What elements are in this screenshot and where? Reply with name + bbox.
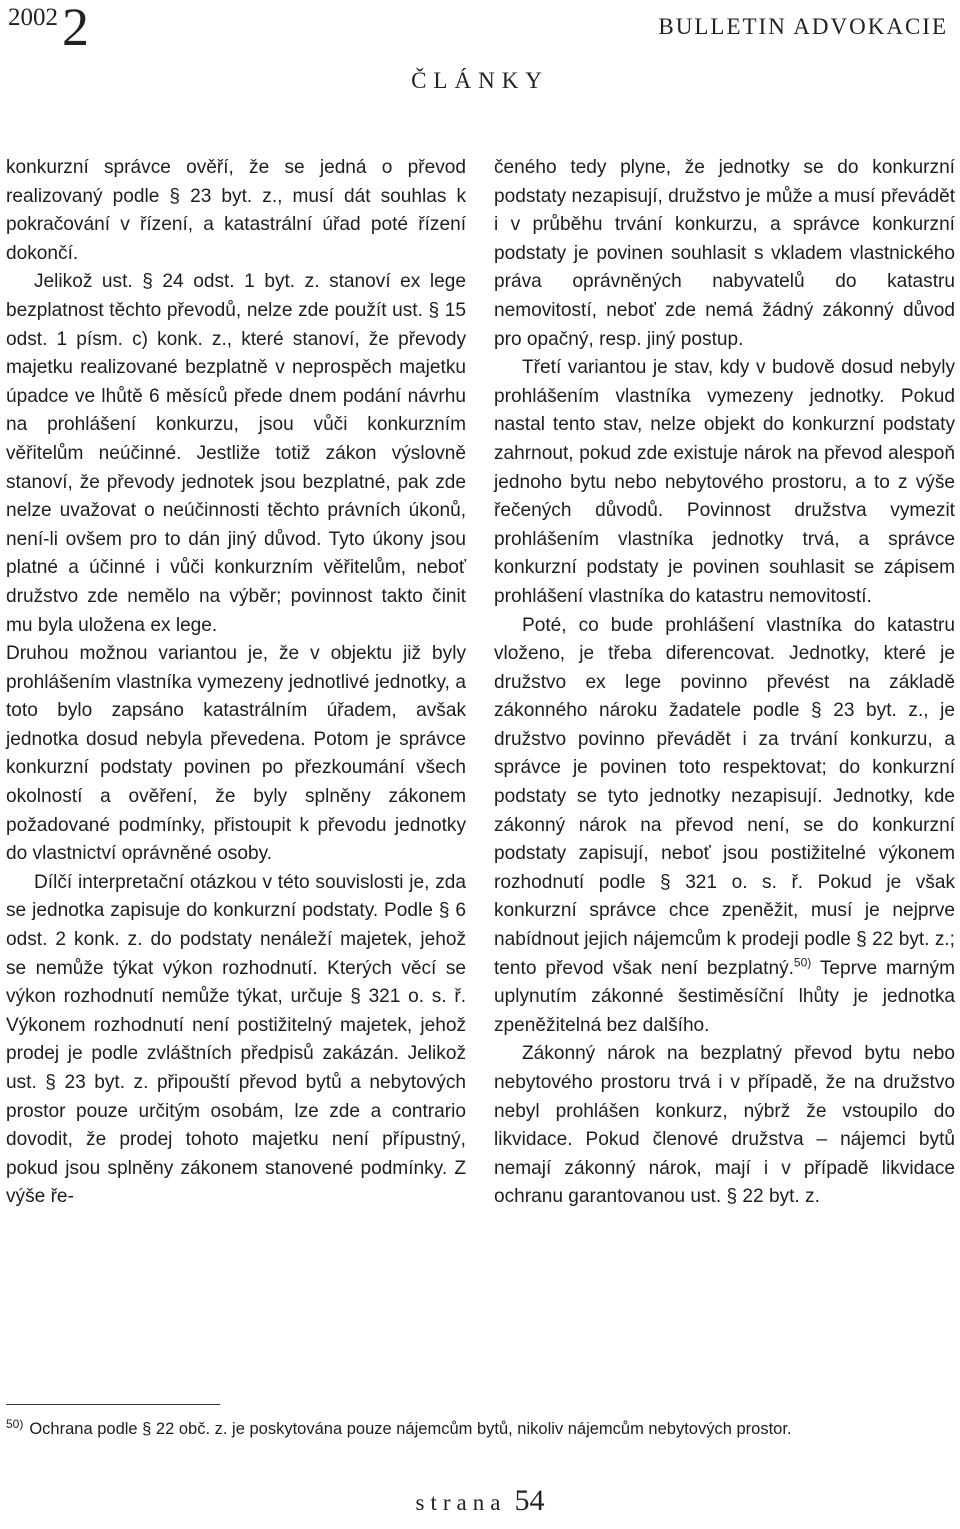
right-paragraph-2: Třetí variantou je stav, kdy v budově dosud nebyly prohlášením vlastníka vymezeny jednotky. Pokud nastal tento stav, nelze objekt do konkurzní podstaty zahrnout, pokud zde existuje nárok na převod alespoň jednoho bytu nebo nebytového prostoru, a to z výše řečených důvodů. Povinnost družstva vymezit prohlášením vlastníka jednotky trvá, a správce konkurzní podstaty je povinen souhlasit se zápisem prohlášení vlastníka do katastru nemovitostí. [494,357,955,607]
header-journal-title: BULLETIN ADVOKACIE [658,14,948,39]
footnote-mark: 50) [6,1416,24,1431]
left-paragraph-1: konkurzní správce ověří, že se jedná o převod realizovaný podle § 23 byt. z., musí dát souhlas k pokračování v řízení, a katastrální úřad poté řízení dokončí. [6,157,466,264]
page-header [0,0,960,110]
header-issue-number: 2 [62,0,89,57]
header-year: 2002 [8,4,58,31]
left-column [6,154,466,1212]
left-paragraph-4: Dílčí interpretační otázkou v této souvislosti je, zda se jednotka zapisuje do konkurzní podstaty. Podle § 6 odst. 2 konk. z. do podstaty nenáleží majetek, jehož se nemůže týkat výkon rozhodnutí. Kterých věcí se výkon rozhodnutí nemůže týkat, určuje § 321 o. s. ř. Výkonem rozhodnutí není postižitelný majetek, jehož prodej je podle zvláštních předpisů zakázán. Jelikož ust. § 23 byt. z. připouští převod bytů a nebytových prostor pouze určitým osobám, lze zde a contrario dovodit, že prodej tohoto majetku není přípustný, pokud jsou splněny zákonem stanovené podmínky. Z výše ře- [6,871,466,1208]
footnote-divider [6,1404,220,1405]
right-paragraph-3-text: Poté, co bude prohlášení vlastníka do katastru vloženo, je třeba diferencovat. Jednotky, které je družstvo ex lege povinno převést na základě zákonného nároku žadatele podle § 23 byt. z., je družstvo povinno převádět i za trvání konkurzu, a správce je povinen toto respektovat; do konkurzní podstaty se tyto jednotky nezapisují. Jednotky, kde zákonný nárok na převod není, se do konkurzní podstaty zapisují, neboť jsou postižitelné výkonem rozhodnutí podle § 321 o. s. ř. Pokud je však konkurzní správce chce zpeněžit, musí je nejprve nabídnout jejich nájemcům k prodeji podle § 22 byt. z.; tento převod však není bezplatný. [494,614,955,979]
left-paragraph-3: Druhou možnou variantou je, že v objektu již byly prohlášením vlastníka vymezeny jednotlivé jednotky, a toto bylo zapsáno katastrálním úřadem, avšak jednotka dosud nebyla převedena. Potom je správce konkurzní podstaty povinen po přezkoumání všech okolností a ověření, že byly splněny zákonem požadované podmínky, přistoupit k převodu jednotky do vlastnictví oprávněné osoby. [6,643,466,865]
page-label: strana [415,1490,507,1515]
page-number: 54 [514,1484,545,1517]
right-paragraph-3 [494,612,955,1041]
footnote-reference[interactable]: 50) [793,955,812,970]
right-column [494,154,955,1212]
left-paragraph-2: Jelikož ust. § 24 odst. 1 byt. z. stanoví ex lege bezplatnost těchto převodů, nelze zde použít ust. § 15 odst. 1 písm. c) konk. z., které stanoví, že převody majetku realizované bezplatně v neprospěch majetku úpadce ve lhůtě 6 měsíců přede dnem podání návrhu na prohlášení konkurzu, jsou vůči konkurzním věřitelům neúčinné. Jestliže totiž zákon výslovně stanoví, že převody jednotek jsou bezplatné, pak zde nelze uvažovat o neúčinnosti těchto právních úkonů, není-li ovšem pro to dán jiný důvod. Tyto úkony jsou platné a účinné i vůči konkurzním věřitelům, neboť družstvo zde nemělo na výběr; povinnost takto činit mu byla uložena ex lege. [6,271,466,636]
right-paragraph-4: Zákonný nárok na bezplatný převod bytu nebo nebytového prostoru trvá i v případě, že na družstvo nebyl prohlášen konkurz, nýbrž že vstoupilo do likvidace. Pokud členové družstva – nájemci bytů nemají zákonný nárok, mají i v případě likvidace ochranu garantovanou ust. § 22 byt. z. [494,1043,955,1208]
header-section-title: ČLÁNKY [411,68,549,93]
footnote [6,1418,956,1440]
right-paragraph-1: čeného tedy plyne, že jednotky se do konkurzní podstaty nezapisují, družstvo je může a musí převádět i v průběhu trvání konkurzu, a správce konkurzní podstaty je povinen souhlasit s vkladem vlastnického práva oprávněných nabyvatelů do katastru nemovitostí, neboť zde nemá žádný zákonný důvod pro opačný, resp. jiný postup. [494,157,955,350]
footnote-text: Ochrana podle § 22 obč. z. je poskytována pouze nájemcům bytů, nikoliv nájemcům nebytových prostor. [29,1420,792,1438]
page-number-footer [0,1484,960,1518]
right-paragraph-3-continued: Teprve marným uplynutím zákonné šestiměsíční lhůty je jednotka zpeněžitelná bez dalšího. [494,957,955,1036]
